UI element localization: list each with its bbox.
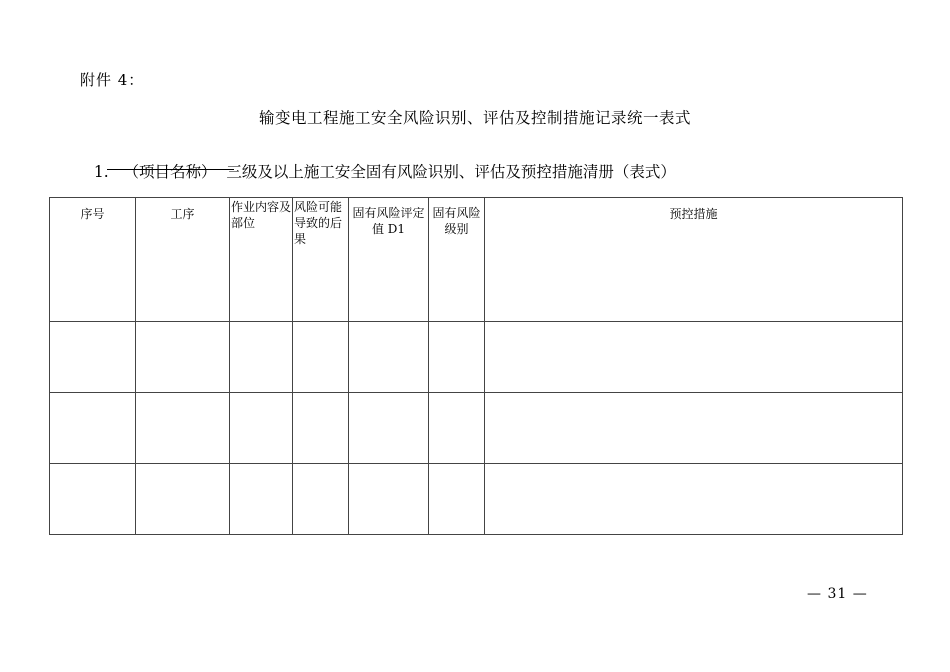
table-cell[interactable]	[136, 322, 230, 393]
header-work-content: 作业内容及部位	[230, 198, 293, 322]
table-cell[interactable]	[293, 322, 349, 393]
project-name-underline	[107, 169, 234, 170]
table-row	[50, 393, 903, 464]
header-risk-level: 固有风险级别	[429, 198, 485, 322]
table-cell[interactable]	[429, 393, 485, 464]
table-cell[interactable]	[136, 393, 230, 464]
table-row	[50, 322, 903, 393]
header-control-measures: 预控措施	[485, 198, 903, 322]
subtitle-text: 三级及以上施工安全固有风险识别、评估及预控措施清册（表式）	[226, 163, 676, 181]
table-cell[interactable]	[429, 464, 485, 535]
table-cell[interactable]	[230, 393, 293, 464]
page-number: — 31 —	[807, 586, 868, 602]
table-cell[interactable]	[230, 464, 293, 535]
table-cell[interactable]	[50, 464, 136, 535]
header-process: 工序	[136, 198, 230, 322]
document-title: 输变电工程施工安全风险识别、评估及控制措施记录统一表式	[258, 109, 691, 127]
header-risk-value: 固有风险评定值 D1	[349, 198, 429, 322]
table-cell[interactable]	[429, 322, 485, 393]
table-row	[50, 464, 903, 535]
table-cell[interactable]	[349, 393, 429, 464]
table-header-row	[50, 198, 903, 322]
table-cell[interactable]	[293, 393, 349, 464]
table-cell[interactable]	[50, 322, 136, 393]
project-name-placeholder: （项目名称）	[123, 163, 217, 181]
subtitle-number: 1.	[93, 163, 109, 181]
table-cell[interactable]	[485, 322, 903, 393]
table-cell[interactable]	[485, 393, 903, 464]
header-serial-no: 序号	[50, 198, 136, 322]
subtitle	[84, 142, 676, 182]
table-cell[interactable]	[485, 464, 903, 535]
table-cell[interactable]	[349, 322, 429, 393]
header-consequence: 风险可能导致的后果	[293, 198, 349, 322]
table-cell[interactable]	[293, 464, 349, 535]
table-cell[interactable]	[230, 322, 293, 393]
attachment-label: 附件 4：	[80, 71, 145, 89]
table-cell[interactable]	[136, 464, 230, 535]
table-cell[interactable]	[349, 464, 429, 535]
risk-register-table	[49, 197, 903, 535]
table-cell[interactable]	[50, 393, 136, 464]
